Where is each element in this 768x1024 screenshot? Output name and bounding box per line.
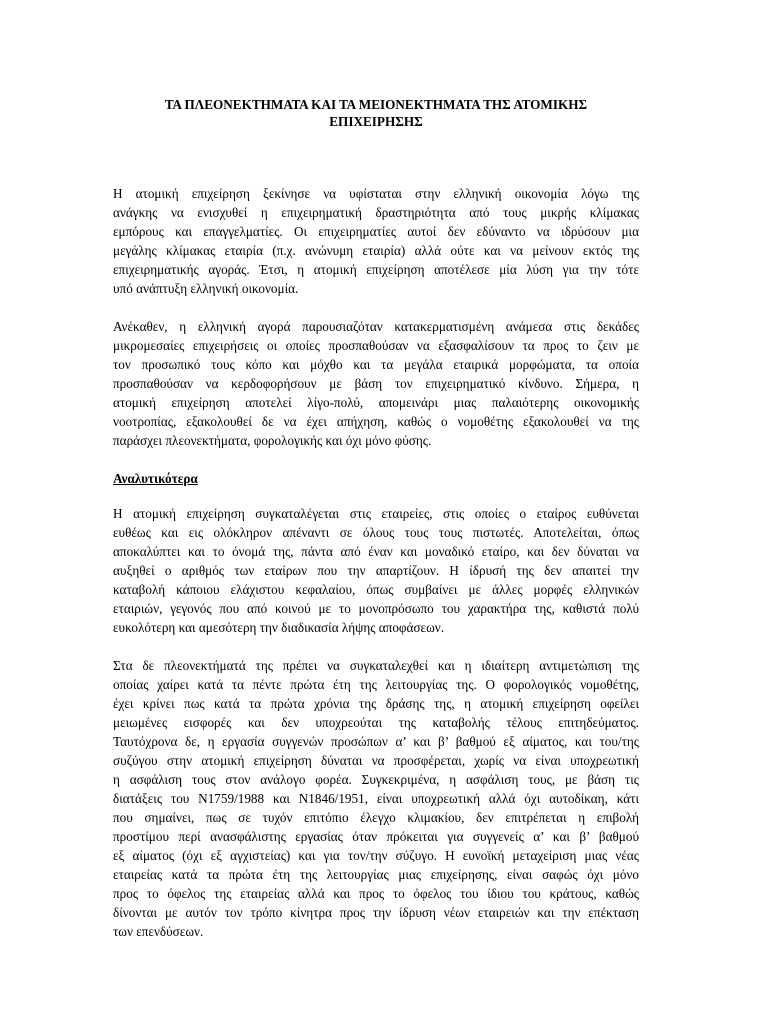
paragraph-line: προς το όφελος της εταιρείας αλλά και προς το όφελος του ίδιου του κράτους, καθώς xyxy=(113,886,639,901)
paragraph-line: Ανέκαθεν, η ελληνική αγορά παρουσιαζόταν κατακερματισμένη ανάμεσα στις δεκάδες xyxy=(113,319,639,334)
paragraph-line: τον προσωπικό τους κόπο και μόχθο και τα μεγάλα εταιρικά μορφώματα, τα οποία xyxy=(113,357,639,372)
section-heading: Αναλυτικότερα xyxy=(113,471,198,486)
paragraph-line: Ταυτόχρονα δε, η εργασία συγγενών προσώπων α’ και β’ βαθμού εξ αίματος, και του/της xyxy=(113,734,639,749)
paragraph-line: συζύγου στην ατομική επιχείρηση δύναται να προσφέρεται, χωρίς να είναι υποχρεωτική xyxy=(113,753,639,768)
paragraph-intro xyxy=(113,184,639,298)
paragraph-line: μειωμένες εισφορές και δεν υποχρεούται της καταβολής τέλους επιτηδεύματος. xyxy=(113,715,639,730)
paragraph-line: εταιρείας κατά τα πρώτα έτη της λειτουργίας μιας επιχείρησης, είναι σαφώς όχι μόνο xyxy=(113,867,639,882)
paragraph-line: διατάξεις του Ν1759/1988 και Ν1846/1951, είναι υποχρεωτική αλλά όχι αυτοδίκαη, κάτι xyxy=(113,791,639,806)
paragraph-advantages xyxy=(113,656,639,941)
document-page xyxy=(113,96,639,941)
paragraph-line: επιχειρηματικής αγοράς. Έτσι, η ατομική επιχείρηση αποτέλεσε μία λύση για την τότε xyxy=(113,262,639,277)
paragraph-line: νοοτροπίας, εξακολουθεί δε να έχει απήχηση, καθώς ο νομοθέτης εξακολουθεί να της xyxy=(113,414,639,429)
title-line: ΕΠΙΧΕΙΡΗΣΗΣ xyxy=(329,114,423,129)
title-line: ΤΑ ΠΛΕΟΝΕΚΤΗΜΑΤΑ ΚΑΙ ΤΑ ΜΕΙΟΝΕΚΤΗΜΑΤΑ ΤΗΣ ΑΤΟΜΙΚΗΣ xyxy=(164,97,588,112)
paragraph-details xyxy=(113,504,639,637)
paragraph-line: μεγάλης κλίμακας εταιρία (π.χ. ανώνυμη εταιρία) αλλά ούτε και να μείνουν εκτός της xyxy=(113,243,639,258)
paragraph-line: εξ αίματος (όχι εξ αγχιστείας) και για τον/την σύζυγο. Η ευνοϊκή μεταχείριση μιας νέας xyxy=(113,848,639,863)
paragraph-line: υπό ανάπτυξη ελληνική οικονομία. xyxy=(113,281,299,296)
paragraph-line: Η ατομική επιχείρηση ξεκίνησε να υφίσταται στην ελληνική οικονομία λόγω της xyxy=(113,186,639,201)
paragraph-line: Στα δε πλεονεκτήματά της πρέπει να συγκαταλεχθεί και η ιδιαίτερη αντιμετώπιση της xyxy=(113,658,639,673)
paragraph-line: μικρομεσαίες επιχειρήσεις οι οποίες προσπαθούσαν να εξασφαλίσουν τα προς το ζειν με xyxy=(113,338,639,353)
paragraph-line: που σημαίνει, πως σε τυχόν επιτόπιο έλεγχο κλιμακίου, δεν επιτρέπεται η επιβολή xyxy=(113,810,639,825)
paragraph-market xyxy=(113,317,639,450)
paragraph-line: οποίας χαίρει κατά τα πέντε πρώτα έτη της λειτουργίας της. Ο φορολογικός νομοθέτης, xyxy=(113,677,639,692)
paragraph-line: προσπαθούσαν να κερδοφορήσουν με βάση τον επιχειρηματικό κίνδυνο. Σήμερα, η xyxy=(113,376,639,391)
paragraph-line: η ασφάλιση τους στον ανάλογο φορέα. Συγκεκριμένα, η ασφάλιση τους, με βάση τις xyxy=(113,772,639,787)
paragraph-line: παράσχει πλεονεκτήματα, φορολογικής και όχι μόνο φύσης. xyxy=(113,433,432,448)
document-title xyxy=(113,96,639,130)
paragraph-line: ευκολότερη και αμεσότερη την διαδικασία λήψης αποφάσεων. xyxy=(113,620,445,635)
paragraph-line: ευθέως και εις ολόκληρον απέναντι σε όλους τους τους πιστωτές. Αποτελείται, όπως xyxy=(113,525,639,540)
paragraph-line: δίνονται με αυτόν τον τρόπο κίνητρα προς την ίδρυση νέων εταιρειών και την επέκταση xyxy=(113,905,639,920)
paragraph-line: ανάγκης να ενισχυθεί η επιχειρηματική δραστηριότητα από τους μικρής κλίμακας xyxy=(113,205,639,220)
paragraph-line: Η ατομική επιχείρηση συγκαταλέγεται στις εταιρείες, στις οποίες ο εταίρος ευθύνεται xyxy=(113,506,639,521)
paragraph-line: των επενδύσεων. xyxy=(113,924,204,939)
paragraph-line: ατομική επιχείρηση αποτελεί λίγο-πολύ, απομεινάρι μιας παλαιότερης οικονομικής xyxy=(113,395,639,410)
paragraph-line: αποκαλύπτει και το όνομά της, πάντα από έναν και μοναδικό εταίρο, και δεν δύναται να xyxy=(113,544,639,559)
paragraph-line: προστίμου περί ανασφάλιστης εργασίας όταν πρόκειται για συγγενείς α’ και β’ βαθμού xyxy=(113,829,639,844)
paragraph-line: έχει κρίνει πως κατά τα πρώτα χρόνια της δράσης της, η ατομική επιχείρηση οφείλει xyxy=(113,696,639,711)
paragraph-line: αυξηθεί ο αριθμός των εταίρων που την απαρτίζουν. Η ίδρυσή της δεν απαιτεί την xyxy=(113,563,639,578)
paragraph-line: καταβολή κάποιου ελάχιστου κεφαλαίου, όπως συμβαίνει με άλλες μορφές ελληνικών xyxy=(113,582,639,597)
paragraph-line: εμπόρους και επαγγελματίες. Οι επιχειρηματίες αυτοί δεν εδύναντο να ιδρύσουν μια xyxy=(113,224,639,239)
paragraph-line: εταιριών, γεγονός που από κοινού με το μονοπρόσωπο του χαρακτήρα της, καθιστά πολύ xyxy=(113,601,639,616)
